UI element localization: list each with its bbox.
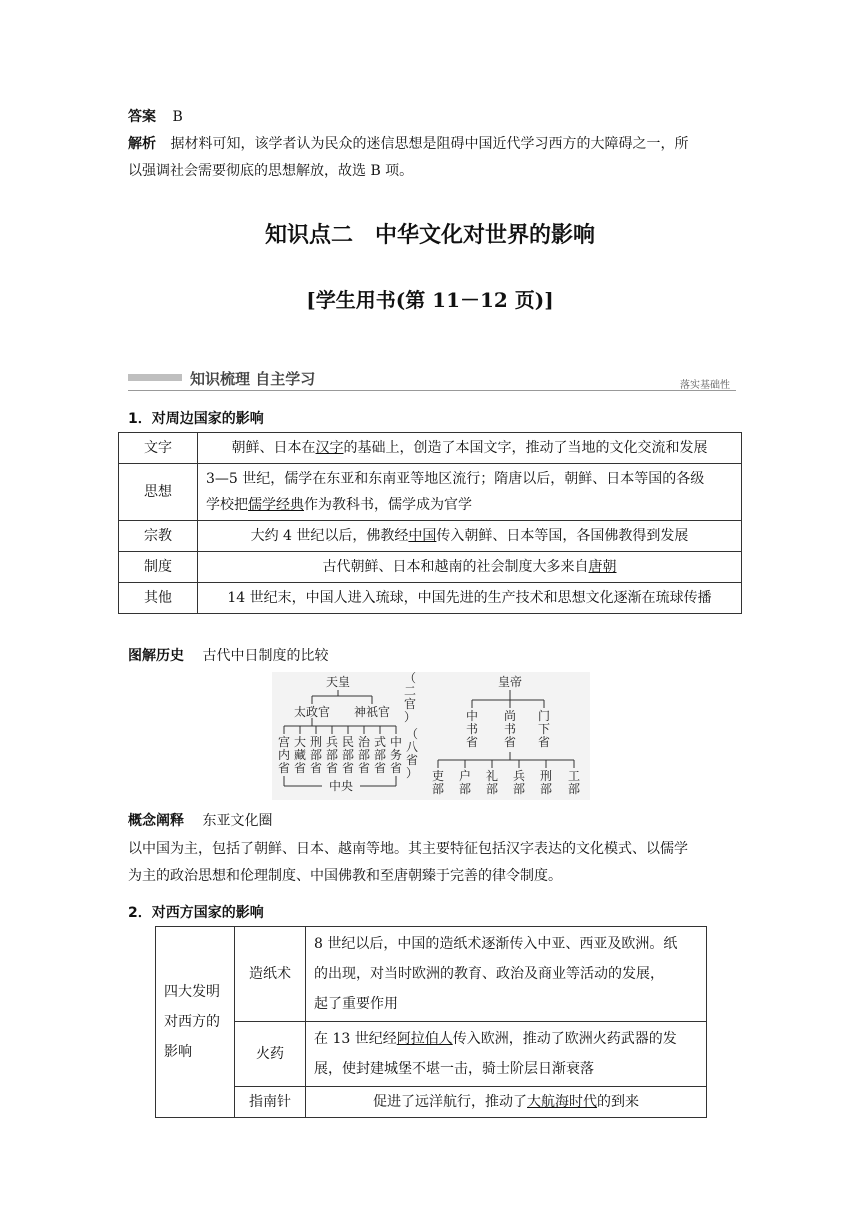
row-content: 8 世纪以后，中国的造纸术逐渐传入中亚、西亚及欧洲。纸 的出现，对当时欧洲的教育、政治及商业等活动的发展， 起了重要作用 [306, 927, 707, 1022]
japan-ministry-label: 省 [325, 761, 339, 775]
china-department-label: 书 [465, 722, 479, 736]
china-department-label: 书 [503, 722, 517, 736]
japan-ministry-label: 省 [341, 761, 355, 775]
row-key: 宗教 [119, 521, 198, 552]
japan-ministry-label: 大 [293, 735, 307, 749]
china-ministry-label: 兵 [512, 769, 526, 783]
japan-ministry-label: 省 [277, 761, 291, 775]
china-emperor-label: 皇帝 [497, 675, 523, 689]
banner-divider [128, 390, 736, 391]
china-department-label: 尚 [503, 709, 517, 723]
section-title: 知识点二 中华文化对世界的影响 [264, 223, 595, 248]
group-cell: 四大发明 对西方的 影响 [156, 927, 235, 1118]
china-department-label: 中 [465, 709, 479, 723]
row-key: 制度 [119, 552, 198, 583]
china-department-label: 省 [465, 735, 479, 749]
answer-line [128, 104, 738, 130]
japan-ministry-label: 省 [389, 761, 403, 775]
table-row [119, 433, 742, 464]
concept-label: 概念阐释 [128, 813, 184, 829]
japan-ministry-label: 部 [325, 748, 339, 762]
analysis-line-2: 以强调社会需要彻底的思想解放，故选 B 项。 [128, 163, 414, 179]
japan-ministry-label: 省 [309, 761, 323, 775]
row-content: 古代朝鲜、日本和越南的社会制度大多来自唐朝 [198, 552, 742, 583]
japan-note-label: 官 [403, 697, 417, 711]
japan-ministry-label: 兵 [325, 735, 339, 749]
analysis-label: 解析 [128, 136, 156, 152]
row-key: 造纸术 [235, 927, 306, 1022]
analysis-line-1 [128, 131, 738, 157]
japan-council-label: 太政官 [293, 705, 331, 719]
table-row [119, 583, 742, 614]
japan-ministry-label: 刑 [309, 735, 323, 749]
japan-emperor-label: 天皇 [325, 675, 351, 689]
japan-ministry-label: 民 [341, 735, 355, 749]
china-ministry-label: 刑 [539, 769, 553, 783]
china-ministry-label: 部 [431, 782, 445, 796]
japan-note-label: 八 [405, 740, 419, 754]
row-key: 其他 [119, 583, 198, 614]
row-key: 思想 [119, 464, 198, 521]
concept-heading [128, 810, 272, 830]
japan-note-label: 省 [405, 753, 419, 767]
row-content: 3—5 世纪，儒学在东亚和东南亚等地区流行；隋唐以后，朝鲜、日本等国的各级 学校把儒学经典作为教科书，儒学成为官学 [198, 464, 742, 521]
japan-ministry-label: 省 [373, 761, 387, 775]
china-ministry-label: 部 [512, 782, 526, 796]
banner-tag: 落实基础性 [680, 380, 730, 391]
china-department-label: 下 [537, 722, 551, 736]
banner-title: 知识梳理 自主学习 [190, 370, 316, 388]
section-banner [128, 370, 736, 390]
diagram-caption-line [128, 645, 328, 665]
japan-ministry-label: 部 [341, 748, 355, 762]
row-content: 大约 4 世纪以后，佛教经中国传入朝鲜、日本等国，各国佛教得到发展 [198, 521, 742, 552]
japan-ministry-label: 部 [373, 748, 387, 762]
row-key: 文字 [119, 433, 198, 464]
china-ministry-label: 工 [567, 769, 581, 783]
japan-note-label: 二 [403, 684, 417, 698]
china-ministry-label: 部 [458, 782, 472, 796]
government-comparison-diagram [272, 672, 590, 800]
part1-heading: 1．对周边国家的影响 [128, 411, 264, 427]
row-content: 促进了远洋航行，推动了大航海时代的到来 [306, 1087, 707, 1118]
japan-note-label: （ [403, 672, 417, 685]
japan-ministry-label: 中 [389, 735, 403, 749]
japan-ministry-label: 部 [309, 748, 323, 762]
japan-ministry-label: 部 [357, 748, 371, 762]
china-department-label: 省 [503, 735, 517, 749]
china-ministry-label: 部 [567, 782, 581, 796]
concept-title: 东亚文化圈 [202, 813, 273, 829]
china-ministry-label: 吏 [431, 769, 445, 783]
diagram-label: 图解历史 [128, 648, 184, 664]
concept-text-1: 以中国为主，包括了朝鲜、日本、越南等地。其主要特征包括汉字表达的文化模式、以儒学 [128, 841, 688, 857]
japan-ministry-label: 务 [389, 748, 403, 762]
china-ministry-label: 户 [458, 769, 472, 783]
china-ministry-label: 部 [485, 782, 499, 796]
japan-note-label: ） [405, 766, 419, 780]
japan-ministry-label: 藏 [293, 748, 307, 762]
table-row [119, 464, 742, 521]
concept-text-2: 为主的政治思想和伦理制度、中国佛教和至唐朝臻于完善的律令制度。 [128, 868, 562, 884]
china-ministry-label: 部 [539, 782, 553, 796]
japan-note-label: ） [403, 710, 417, 724]
japan-ministry-label: 宫 [277, 735, 291, 749]
japan-ministry-label: 省 [293, 761, 307, 775]
row-key: 火药 [235, 1022, 306, 1087]
book-reference: [学生用书(第 11－12 页)] [306, 288, 554, 312]
japan-ministry-label: 式 [373, 735, 387, 749]
row-key: 指南针 [235, 1087, 306, 1118]
diagram-caption: 古代中日制度的比较 [202, 648, 329, 664]
answer-label: 答案 [128, 109, 156, 125]
japan-council-label: 神祇官 [353, 705, 391, 719]
row-content: 朝鲜、日本在汉字的基础上，创造了本国文字，推动了当地的文化交流和发展 [198, 433, 742, 464]
part2-heading: 2．对西方国家的影响 [128, 905, 264, 921]
japan-ministry-label: 省 [357, 761, 371, 775]
japan-ministry-label: 治 [357, 735, 371, 749]
table-row [119, 552, 742, 583]
diagram-svg [272, 672, 590, 800]
japan-note-label: （ [405, 727, 419, 741]
neighbors-table [118, 432, 742, 614]
banner-bar [128, 374, 182, 381]
china-department-label: 省 [537, 735, 551, 749]
table-row [156, 1022, 707, 1087]
row-content: 14 世纪末，中国人进入琉球，中国先进的生产技术和思想文化逐渐在琉球传播 [198, 583, 742, 614]
japan-central-label: 中央 [328, 779, 354, 793]
answer-value: B [172, 109, 183, 125]
china-department-label: 门 [537, 709, 551, 723]
table-row [156, 927, 707, 1022]
japan-ministry-label: 内 [277, 748, 291, 762]
west-table [155, 926, 707, 1118]
row-content: 在 13 世纪经阿拉伯人传入欧洲，推动了欧洲火药武器的发 展，使封建城堡不堪一击，骑士阶层日渐衰落 [306, 1022, 707, 1087]
analysis-text-1: 据材料可知，该学者认为民众的迷信思想是阻碍中国近代学习西方的大障碍之一，所 [170, 136, 689, 152]
table-row [119, 521, 742, 552]
china-ministry-label: 礼 [485, 769, 499, 783]
table-row [156, 1087, 707, 1118]
